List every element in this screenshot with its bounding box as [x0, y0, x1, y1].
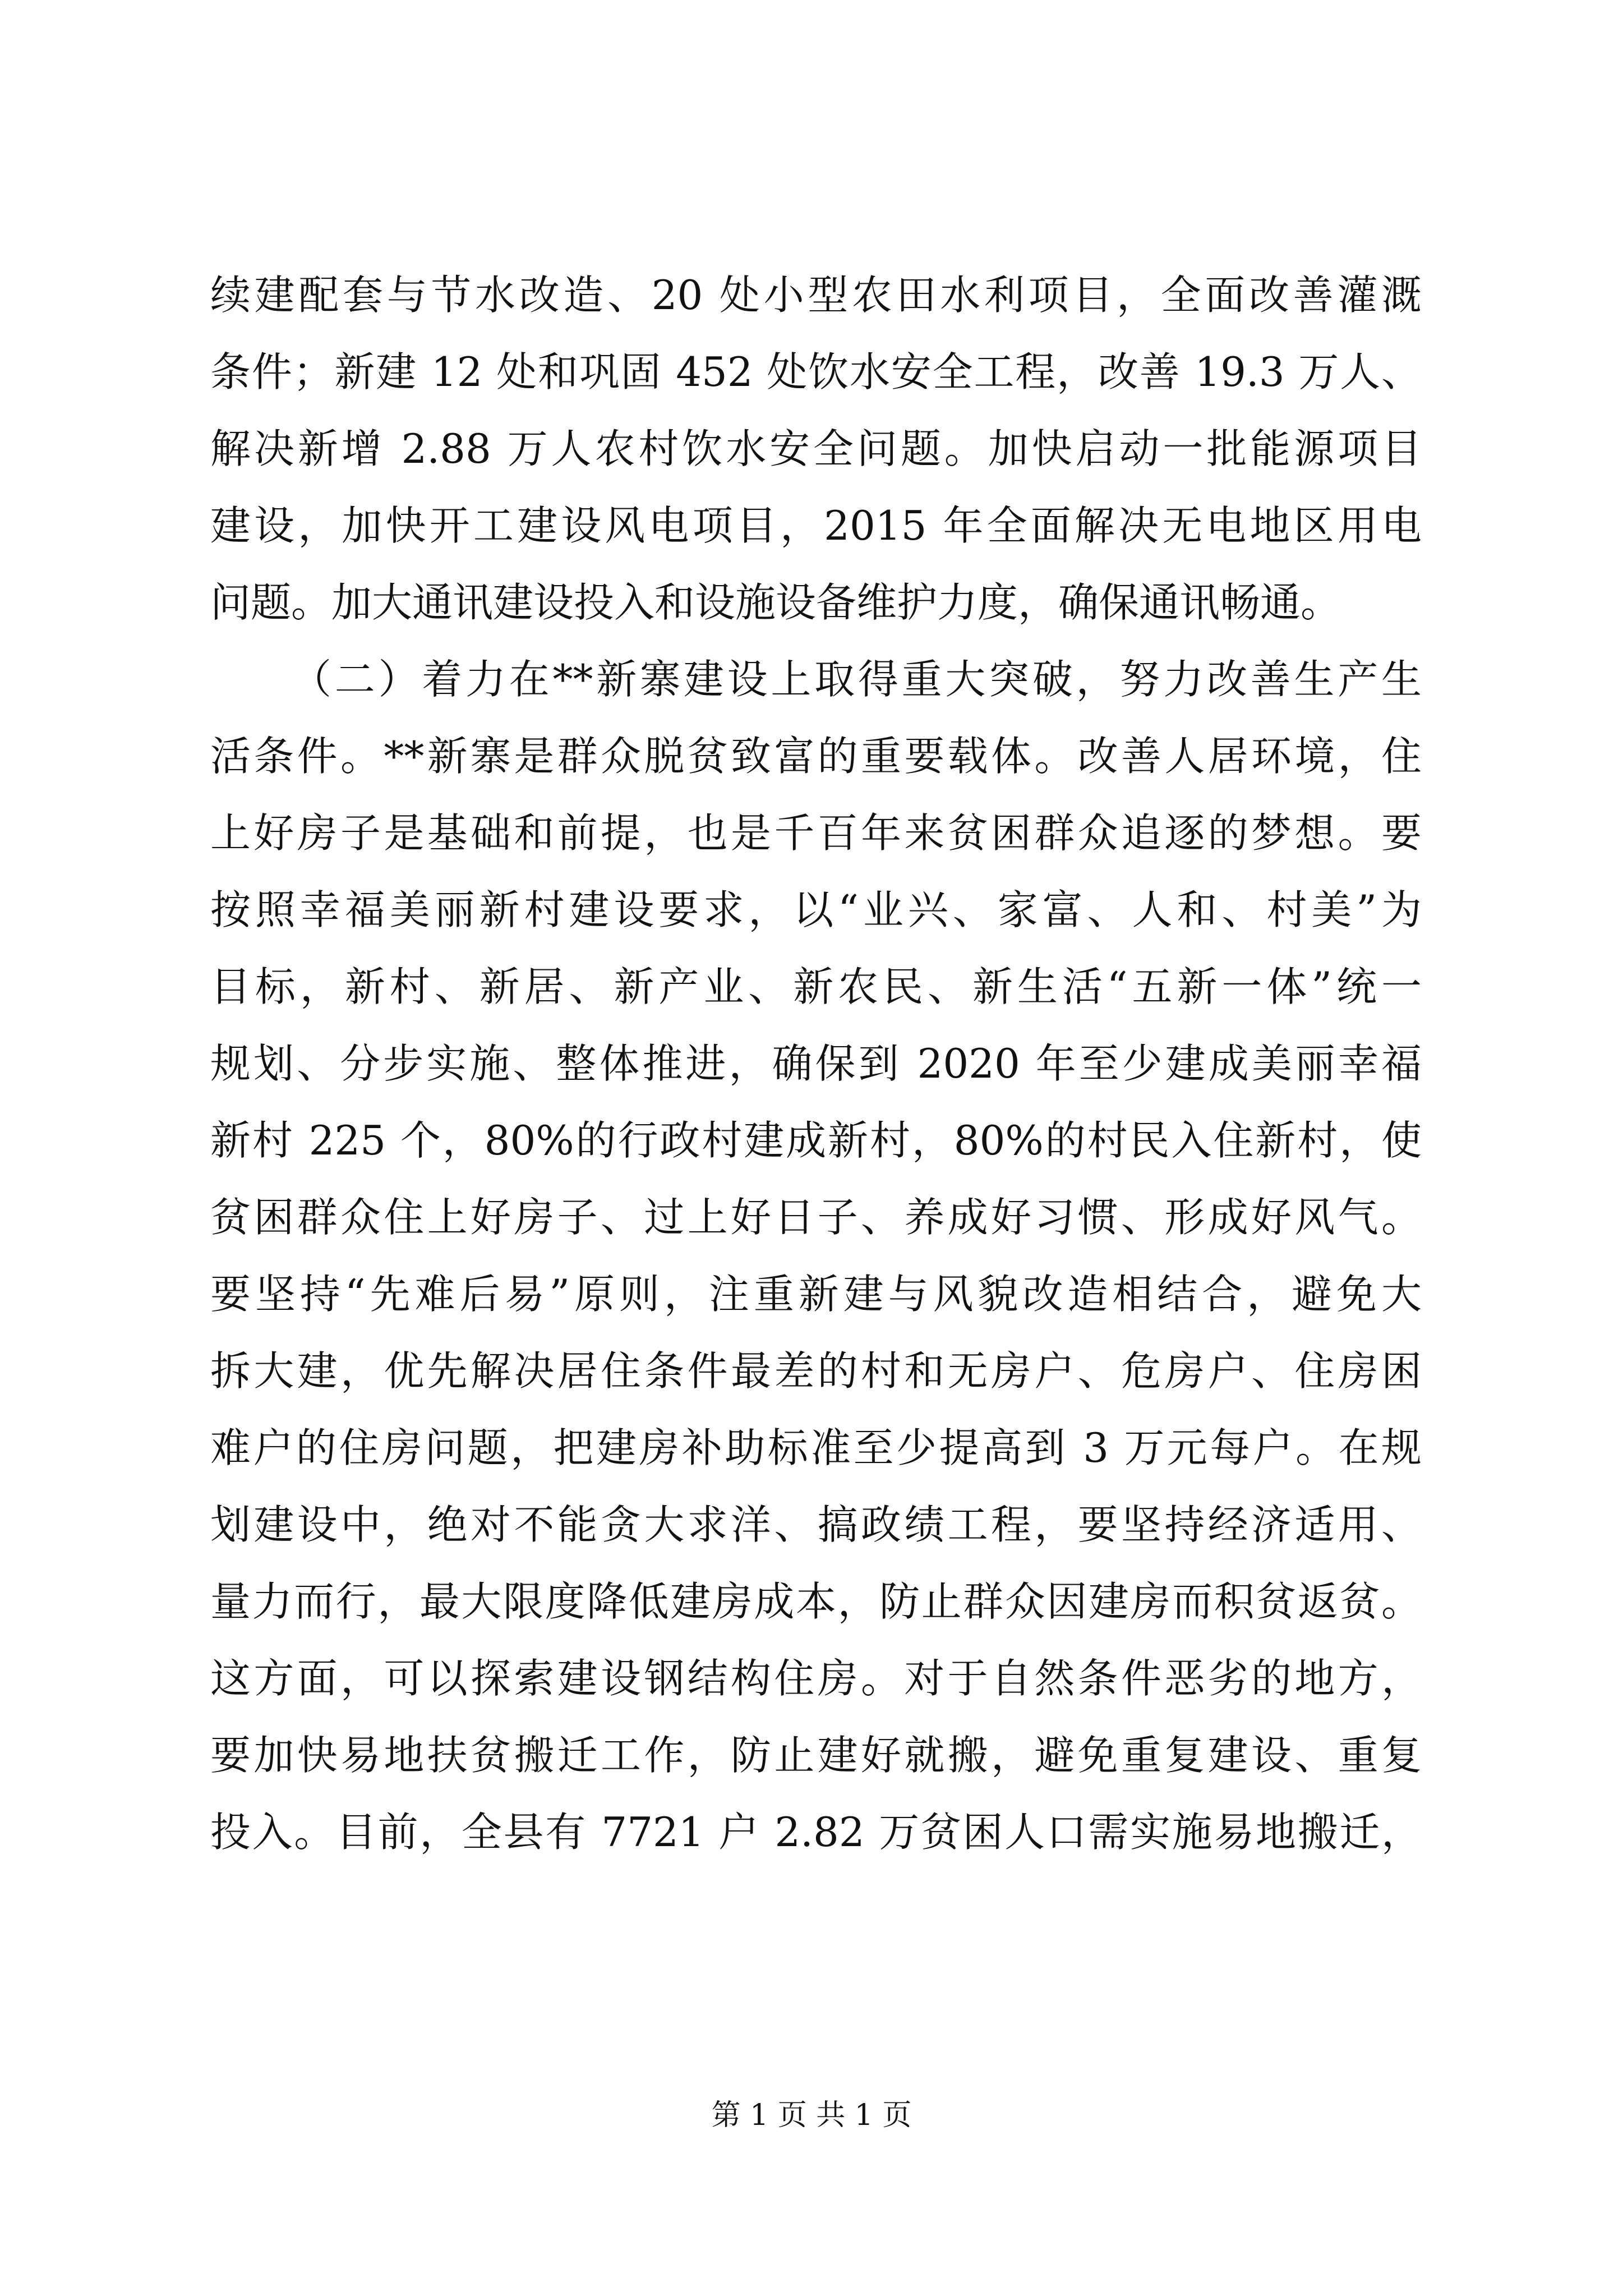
text-line: 划建设中，绝对不能贪大求洋、搞政绩工程，要坚持经济适用、	[210, 1501, 1422, 1548]
text-line: 条件；新建 12 处和巩固 452 处饮水安全工程，改善 19.3 万人、	[210, 348, 1422, 395]
text-line: 规划、分步实施、整体推进，确保到 2020 年至少建成美丽幸福	[210, 1040, 1422, 1087]
text-line: 活条件。**新寨是群众脱贫致富的重要载体。改善人居环境，住	[210, 733, 1422, 780]
text-line: 建设，加快开工建设风电项目，2015 年全面解决无电地区用电	[210, 502, 1422, 549]
text-line: 要加快易地扶贫搬迁工作，防止建好就搬，避免重复建设、重复	[210, 1732, 1422, 1779]
text-line: 目标，新村、新居、新产业、新农民、新生活“五新一体”统一	[210, 963, 1422, 1010]
paragraph-first-line: （二）着力在**新寨建设上取得重大突破，努力改善生产生	[291, 656, 1422, 703]
text-line: 上好房子是基础和前提，也是千百年来贫困群众追逐的梦想。要	[210, 809, 1422, 857]
text-line: 按照幸福美丽新村建设要求，以“业兴、家富、人和、村美”为	[210, 886, 1422, 933]
text-line: 投入。目前，全县有 7721 户 2.82 万贫困人口需实施易地搬迁，	[210, 1809, 1422, 1856]
body-text	[210, 257, 1422, 1871]
text-line: 问题。加大通讯建设投入和设施设备维护力度，确保通讯畅通。	[210, 579, 1341, 626]
text-line: 要坚持“先难后易”原则，注重新建与风貌改造相结合，避免大	[210, 1271, 1422, 1318]
text-line: 难户的住房问题，把建房补助标准至少提高到 3 万元每户。在规	[210, 1424, 1422, 1471]
page-footer	[0, 2096, 1623, 2135]
text-line: 续建配套与节水改造、20 处小型农田水利项目，全面改善灌溉	[210, 272, 1422, 319]
text-line: 拆大建，优先解决居住条件最差的村和无房户、危房户、住房困	[210, 1347, 1422, 1395]
page-number-label: 第 1 页 共 1 页	[711, 2099, 912, 2132]
text-line: 贫困群众住上好房子、过上好日子、养成好习惯、形成好风气。	[210, 1194, 1422, 1241]
text-line: 这方面，可以探索建设钢结构住房。对于自然条件恶劣的地方，	[210, 1655, 1422, 1702]
text-line: 新村 225 个，80%的行政村建成新村，80%的村民入住新村，使	[210, 1117, 1422, 1164]
text-line: 量力而行，最大限度降低建房成本，防止群众因建房而积贫返贫。	[210, 1578, 1422, 1625]
text-line: 解决新增 2.88 万人农村饮水安全问题。加快启动一批能源项目	[210, 425, 1422, 472]
